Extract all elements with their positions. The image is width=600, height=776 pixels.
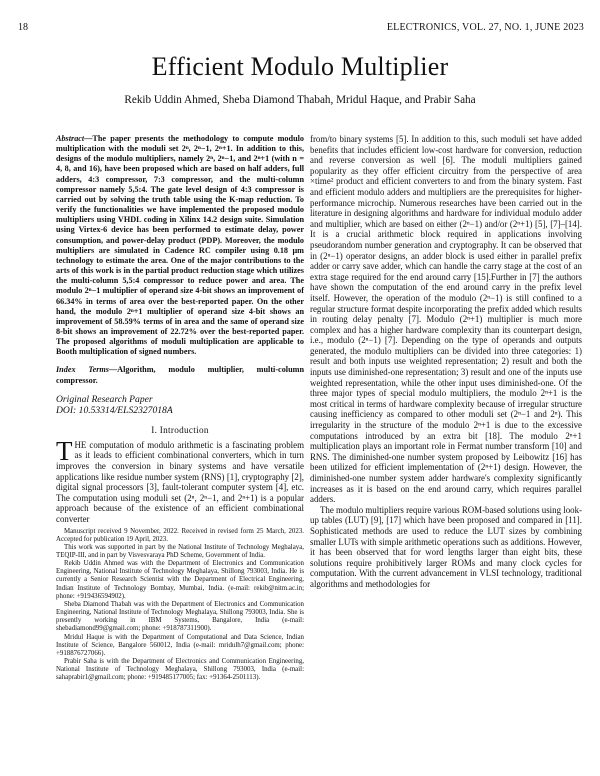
abstract-label: Abstract [56,134,85,143]
footnote: Manuscript received 9 November, 2022. Received in revised form 25 March, 2023. Accepted for publication 19 April, 2023. [56,527,304,543]
footnote: Sheba Diamond Thabah was with the Department of Electronics and Communication Engineering, National Institute of Technology Meghalaya, Shillong 793003, India. She is presently working in IBM Systems, Bangalore, India (e-mail: shebadiamond99@gmail.com; phone: +918787311900). [56,600,304,633]
index-terms [56,365,304,385]
author-list: Rekib Uddin Ahmed, Sheba Diamond Thabah, Mridul Haque, and Prabir Saha [124,94,476,106]
paper-title: Efficient Modulo Multiplier [151,52,449,81]
left-column [56,134,304,682]
running-header [18,22,584,34]
right-column [310,134,582,590]
abstract [56,134,304,357]
paper-type: Original Research Paper [56,393,153,405]
doi: DOI: 10.53314/ELS2327018A [56,404,173,416]
index-terms-label: Index Terms [56,365,109,375]
index-terms-text: —Algorithm, modulo multiplier, multi-column compressor. [56,365,304,385]
footnote: Prabir Saha is with the Department of Electronics and Communication Engineering, National Institute of Technology Meghalaya, Shillong 793003, India (e-mail: sahaprabir1@gmail.com; phone: +919485177005; fax: +91364-2501113). [56,658,304,682]
journal-header: ELECTRONICS, VOL. 27, NO. 1, JUNE 2023 [386,22,584,33]
page-number: 18 [18,22,28,33]
footnote: Mridul Haque is with the Department of Computational and Data Science, Indian Institute of Science, Bangalore 560012, India (e-mail: mridulh7@gmail.com; phone: +918876727066). [56,633,304,657]
abstract-text: —The paper presents the methodology to compute modulo multiplication with the moduli set 2ⁿ, 2ⁿ−1, 2ⁿ+1. In addition to this, designs of the modulo multipliers, namely 2ⁿ, 2ⁿ−1, and 2ⁿ+1 (with n = 4, 8, and 16), have been proposed which are based on half adders, full adders, 4:3 compressor, 7:3 compressor, and the multi-column compressor namely 5,5:4. The gate level design of 4:3 compressor is carried out by solving the truth table using the K-map reduction. To verify the functionalities we have implemented the proposed modulo multipliers using VHDL coding in Xilinx 14.2 design suite. Simulation using Virtex-6 device has been performed to estimate delay, power consumption, and power-delay product (PDP). Moreover, the modulo multipliers are simulated in Cadence RC compiler using 0.18 μm technology to estimate the area. One of the major contributions to the arts of this work is in the partial product reduction stage which utilizes the multi-column 5,5:4 compressor to reduce power and area. The modulo 2ⁿ−1 multiplier of operand size 4-bit shows an improvement of 66.34% in terms of area over the best-reported paper. On the other hand, the modulo 2ⁿ+1 multiplier of operand size 4-bit shows an improvement of 58.59% terms of in area and the same of operand size 8-bit shows an improvement of 22.72% over the best-reported paper. The proposed algorithms of moduli multiplication are applicable to Booth multiplication of signed numbers. [56,134,304,357]
intro-text: HE computation of modulo arithmetic is a fascinating problem as it leads to efficient combinational converters, which in turn improves the conversion in binary systems and have versatile applications like residue number system (RNS) [1], cryptography [2], digital signal processors [3], fault-tolerant computer system [4], etc. The computation using moduli set (2ⁿ, 2ⁿ−1, and 2ⁿ+1) is a popular approach because of the existence of an efficient combinational converter [56,439,304,524]
footnote: This work was supported in part by the National Institute of Technology Meghalaya, TEQIP-III, and in part by Visvesvaraya PhD Scheme, Government of India. [56,543,304,559]
section-heading: I. Introduction [151,425,209,436]
footnote: Rekib Uddin Ahmed was with the Department of Electronics and Communication Engineering, National Institute of Technology Meghalaya, Shillong 793003, India. He is currently a Senior Research Scientist with the Department of Electrical Engineering, Indian Institute of Technology Bombay, Mumbai, India. (e-mail: rekib@nitm.ac.in; phone: +919436594902). [56,560,304,600]
body-paragraph: from/to binary systems [5]. In addition to this, such moduli set have added benefits that includes efficient low-cost hardware for conversion, reduction and reverse conversion as well [6]. The moduli multipliers gained popularity as they offer efficient circuitry from the perspective of area ×time² product and efficient converters to and from the binary system. Fast and efficient modulo adders and multipliers are the prerequisites for higher-performance microchip. Numerous researches have been carried out in the literature in designing algorithms and hardware for individual modulo adder and multiplier, which are based on either (2ⁿ−1) and/or (2ⁿ+1) [5], [7]–[14]. It is a crucial arithmetic block required in applications involving pseudorandom number generation and cryptography. It can be observed that in (2ⁿ−1) operator designs, an adder block is used either in parallel prefix adder or carry save adder, which can handle the carry stage at the cost of an extra stage required for the end around carry [15].Further in [7] the authors have shown the computation of the end around carry in the prefix level itself. However, the operation of the modulo (2ⁿ−1) is still confined to a regular structure format despite incorporating the prefix added which results in routing delay penalty [7]. Modulo (2ⁿ+1) multiplier is much more complex and has a higher hardware complexity than its counterpart design, i.e., modulo (2ⁿ−1) [7]. Depending on the type of operands and outputs generated, the modulo multipliers can be divided into three categories: 1) result and both inputs use weighted representation; 2) result and both the inputs use diminished-one representation; 3) result and one of the inputs use weighted representation, while the other input uses diminished-one. Of the three major types of special modulo multipliers, the modulo 2ⁿ+1 is the most critical in terms of hardware complexity because of irregular structure causing inefficiency as compared to other moduli set (2ⁿ−1 and 2ⁿ). This irregularity in the structure of the modulo 2ⁿ+1 is due to the excessive computations introduced by an extra bit [18]. The modulo 2ⁿ+1 multiplication plays an important role in Fermat number transform [10] and RNS. The diminished-one number system proposed by Leibowitz [16] has been utilized for efficient implementation of (2ⁿ+1) design. However, the diminished-one number system adder hardware's complexity significantly increases as it is based on the end around carry, which requires parallel adders. [310,134,582,505]
drop-cap: T [56,435,73,466]
intro-paragraph [56,435,304,525]
body-paragraph: The modulo multipliers require various ROM-based solutions using look-up tables (LUT) [9], [17] which have been proposed and compared in [11]. Sophisticated methods are used to reduce the LUT sizes by combining smaller LUTs with simple arithmetic operations such as additions. However, it has been observed that for word lengths larger than eight bits, these solutions require prohibitively larger ROMs and many clock cycles for computation. With the current advancement in VLSI technology, traditional algorithms and methodologies for [310,504,582,589]
